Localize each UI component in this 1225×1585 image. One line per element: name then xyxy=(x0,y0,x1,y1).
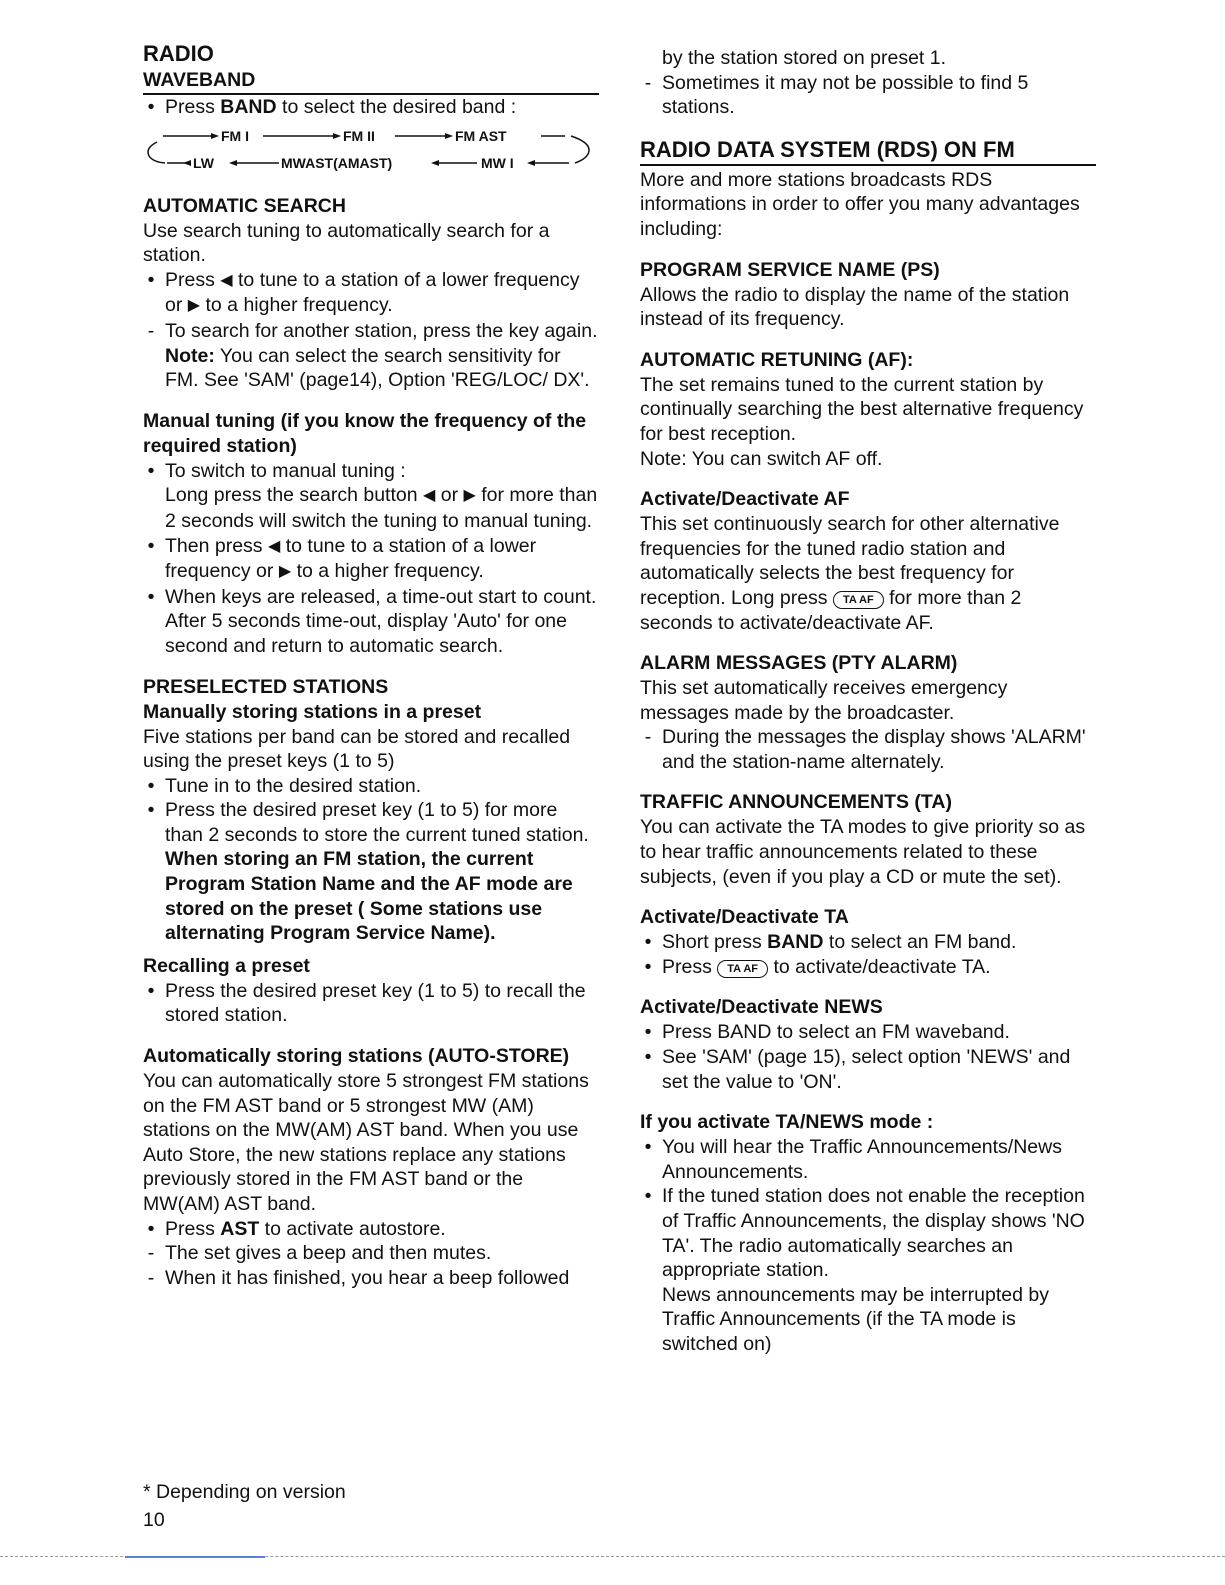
left-arrow-icon: ◀ xyxy=(220,271,233,289)
left-arrow-icon: ◀ xyxy=(267,537,281,555)
list-item: - During the messages the display shows 'ALARM' and the station-name alternately. xyxy=(644,726,1086,773)
tanews-title: If you activate TA/NEWS mode : xyxy=(640,1111,934,1134)
right-arrow-icon: ▶ xyxy=(463,487,476,505)
preset-text: Five stations per band can be stored and recalled using the preset keys (1 to 5) xyxy=(143,725,571,773)
auto-search-text: Use search tuning to automatically search for a station. xyxy=(143,219,550,267)
band-fm1: FM I xyxy=(221,127,249,144)
traffic-title: TRAFFIC ANNOUNCEMENTS (TA) xyxy=(640,791,952,814)
alarm-text: This set automatically receives emergency messages made by the broadcaster. xyxy=(640,677,1008,724)
ps-title: PROGRAM SERVICE NAME (PS) xyxy=(640,258,940,281)
autostore-text: You can automatically store 5 strongest FM stations on the FM AST band or 5 strongest MW (AM) stations on the MW(AM) AST band. When you use Auto Store, the new stations replace any stations previously stored in the FM AST band or the MW(AM) AST band. xyxy=(143,1070,589,1215)
list-item: • Press BAND to select the desired band : xyxy=(147,96,517,118)
page-number: 10 xyxy=(143,1509,165,1531)
section-rule xyxy=(640,136,1096,166)
preset-title: PRESELECTED STATIONS xyxy=(143,675,389,698)
list-item: • Press ◀ to tune to a station of a lower frequency or ▶ to a higher frequency. xyxy=(143,268,599,319)
preset-subtitle: Manually storing stations in a preset xyxy=(143,700,482,723)
ta-af-button-icon: TA AF xyxy=(717,960,768,978)
list-item: • Press AST to activate autostore. xyxy=(147,1217,446,1240)
band-lw: LW xyxy=(193,154,214,171)
waveband-title: WAVEBAND xyxy=(143,69,256,91)
af-title: AUTOMATIC RETUNING (AF): xyxy=(640,348,914,371)
page-edge-mark xyxy=(125,1556,265,1558)
list-item: • Then press ◀ to tune to a station of a lower frequency or ▶ to a higher frequency. xyxy=(143,534,599,585)
list-item: • See 'SAM' (page 15), select option 'NEWS' and set the value to 'ON'. xyxy=(644,1046,1071,1093)
right-arrow-icon: ▶ xyxy=(187,297,201,315)
band-mw1: MW I xyxy=(481,154,514,171)
news-title: Activate/Deactivate NEWS xyxy=(640,996,883,1019)
band-fm2: FM II xyxy=(343,127,375,144)
preset-bold-note: When storing an FM station, the current Program Station Name and the AF mode are stored on the preset ( Some stations use alternating Program Service Name). xyxy=(165,848,573,945)
traffic-text: You can activate the TA modes to give priority so as to hear traffic announcements related to these subjects, (even if you play a CD or mute the set). xyxy=(640,816,1086,888)
list-item: - When it has finished, you hear a beep followed xyxy=(147,1266,570,1289)
right-column xyxy=(640,46,1096,1357)
band-cycle-diagram xyxy=(143,126,599,186)
rds-title: RADIO DATA SYSTEM (RDS) ON FM xyxy=(640,136,1015,162)
af-text: The set remains tuned to the current station by continually searching the best alternative frequency for best reception. xyxy=(640,373,1084,445)
tanews-continued: News announcements may be interrupted by Traffic Announcements (if the TA mode is switched on) xyxy=(662,1283,1049,1355)
rds-text: More and more stations broadcasts RDS informations in order to offer you many advantages including: xyxy=(640,168,1080,240)
radio-title: RADIO xyxy=(143,41,214,66)
list-item: • Short press BAND to select an FM band. xyxy=(644,931,1017,954)
footer xyxy=(143,1478,346,1534)
list-item: - The set gives a beep and then mutes. xyxy=(147,1242,492,1265)
afact-text: This set continuously search for other alternative frequencies for the tuned radio station and automatically selects the best frequency for reception. Long press TA AF for more than 2 seconds to activate/deactivate AF. xyxy=(640,513,1060,634)
list-item: • To switch to manual tuning : Long press the search button ◀ or ▶ for more than 2 seconds will switch the tuning to manual tuning. xyxy=(147,459,598,532)
af-note: Note: You can switch AF off. xyxy=(640,447,883,470)
list-item: • When keys are released, a time-out start to count. After 5 seconds time-out, display 'Auto' for one second and return to automatic search. xyxy=(147,585,597,657)
manual-tuning-title: Manual tuning (if you know the frequency of the required station) xyxy=(143,409,587,457)
list-item: • If the tuned station does not enable the reception of Traffic Announcements, the display shows 'NO TA'. The radio automatically searches an appropriate station. xyxy=(644,1185,1085,1282)
note: Note: You can select the search sensitivity for FM. See 'SAM' (page14), Option 'REG/LOC/ DX'. xyxy=(165,344,590,392)
section-rule xyxy=(143,68,599,95)
list-item: • Press the desired preset key (1 to 5) to recall the stored station. xyxy=(147,979,586,1027)
alarm-title: ALARM MESSAGES (PTY ALARM) xyxy=(640,652,958,675)
list-item: - To search for another station, press the key again. xyxy=(147,319,598,342)
list-item: • You will hear the Traffic Announcements/News Announcements. xyxy=(644,1136,1062,1183)
band-fmast: FM AST xyxy=(455,127,507,144)
autostore-title: Automatically storing stations (AUTO-STORE) xyxy=(143,1045,570,1068)
auto-search-title: AUTOMATIC SEARCH xyxy=(143,194,346,217)
recall-title: Recalling a preset xyxy=(143,954,310,977)
right-arrow-icon: ▶ xyxy=(278,563,292,581)
continued-text: by the station stored on preset 1. xyxy=(662,47,947,69)
ps-text: Allows the radio to display the name of the station instead of its frequency. xyxy=(640,283,1070,331)
list-item: • Tune in to the desired station. xyxy=(147,774,422,797)
list-item: • Press BAND to select an FM waveband. xyxy=(644,1021,1010,1044)
list-item: • Press the desired preset key (1 to 5) for more than 2 seconds to store the current tuned station. xyxy=(147,799,589,846)
list-item: - Sometimes it may not be possible to find 5 stations. xyxy=(644,71,1029,119)
tact-title: Activate/Deactivate TA xyxy=(640,906,849,929)
left-arrow-icon: ◀ xyxy=(423,487,436,505)
list-item: • Press TA AF to activate/deactivate TA. xyxy=(644,955,991,978)
footnote: * Depending on version xyxy=(143,1481,346,1503)
band-mwast: MWAST(AMAST) xyxy=(281,154,393,171)
afact-title: Activate/Deactivate AF xyxy=(640,488,850,511)
ta-af-button-icon: TA AF xyxy=(833,591,884,609)
left-column xyxy=(143,40,599,1290)
